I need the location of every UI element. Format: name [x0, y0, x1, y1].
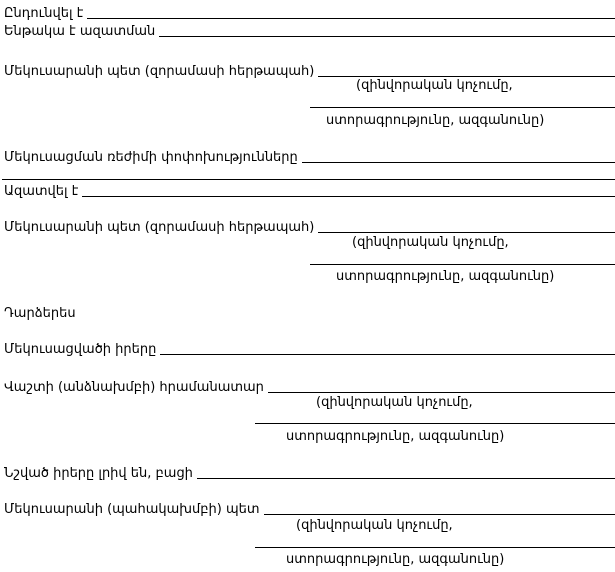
regime-row [0, 148, 615, 166]
sign-hint-3: ստորագրությունը, ազգանունը) [286, 429, 505, 444]
regime-label: Մեկուսացման ռեժիմի փոփոխությունները [4, 150, 298, 165]
head-row-3 [0, 500, 615, 518]
head-label-2: Մեկուսարանի պետ (զորամասի հերթապահ) [4, 220, 315, 235]
sign-hint-2: ստորագրությունը, ազգանունը) [336, 269, 555, 284]
rank-hint-2: (զինվորական կոչումը, [352, 235, 509, 250]
returned-heading: Դարձերես [4, 306, 76, 321]
head-row-1 [0, 62, 615, 80]
items-row [0, 464, 615, 482]
rank-hint-3: (զինվորական կոչումը, [316, 395, 473, 410]
sentenced-field[interactable] [87, 6, 615, 19]
regime-field[interactable] [302, 150, 615, 163]
released-row [0, 182, 615, 200]
items-field[interactable] [197, 466, 615, 479]
released-label: Ազատվել է [4, 184, 79, 199]
commander-label: Վաշտի (անձնախմբի) հրամանատար [4, 380, 264, 395]
regime-field-2[interactable] [2, 179, 615, 180]
sentenced-label: Ընդունվել է [4, 6, 84, 21]
head-field-1b[interactable] [310, 107, 615, 108]
head-field-3b[interactable] [255, 547, 615, 548]
items-label: Նշված իրերը լրիվ են, բացի [4, 466, 193, 481]
head-field-2b[interactable] [310, 264, 615, 265]
head-field-2[interactable] [318, 220, 615, 233]
rank-hint-1: (զինվորական կոչումը, [356, 78, 513, 93]
sign-hint-4: ստորագրությունը, ազգանունը) [286, 552, 505, 567]
rank-hint-4: (զինվորական կոչումը, [296, 518, 453, 533]
commander-field[interactable] [268, 380, 615, 393]
next-field[interactable] [159, 24, 615, 37]
released-field[interactable] [82, 184, 615, 197]
belongings-field[interactable] [160, 342, 615, 355]
head-row-2 [0, 218, 615, 236]
commander-field-2[interactable] [255, 423, 615, 424]
belongings-label: Մեկուսացվածի իրերը [4, 342, 157, 357]
belongings-row [0, 340, 615, 358]
sign-hint-1: ստորագրությունը, ազգանունը) [326, 113, 545, 128]
next-label: Ենթակա է ազատման [4, 24, 156, 39]
sentenced-row [0, 4, 615, 22]
commander-row [0, 378, 615, 396]
head-field-3[interactable] [264, 502, 615, 515]
head-label-1: Մեկուսարանի պետ (զորամասի հերթապահ) [4, 64, 315, 79]
head-field-1[interactable] [318, 64, 615, 77]
head-label-3: Մեկուսարանի (պահակախմբի) պետ [4, 502, 260, 517]
next-row [0, 22, 615, 40]
